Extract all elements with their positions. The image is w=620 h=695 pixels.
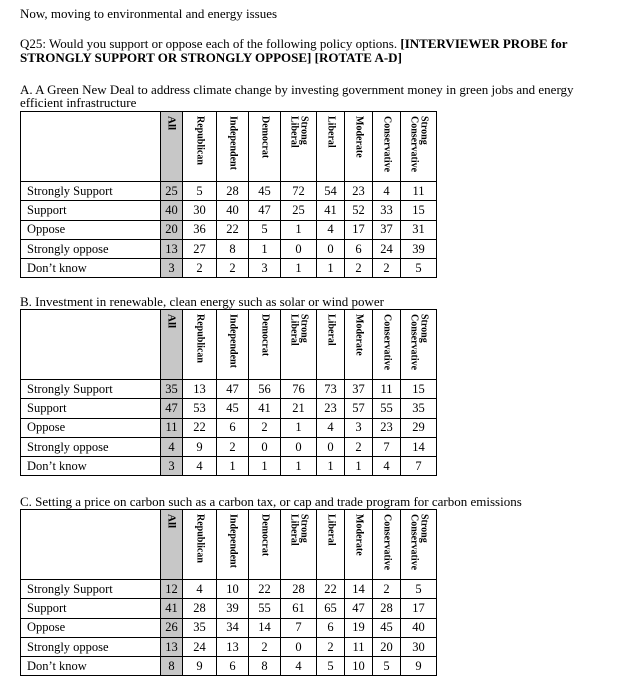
section-a-table: [20, 111, 437, 278]
column-header-independent: [217, 112, 249, 182]
cell-strong-liberal: 61: [281, 599, 317, 618]
row-label: Oppose: [21, 618, 161, 637]
column-header-all: [161, 510, 183, 580]
cell-all: 11: [161, 418, 183, 437]
cell-all: 8: [161, 657, 183, 676]
cell-strong-conservative: 11: [401, 182, 437, 201]
cell-strong-liberal: 1: [281, 220, 317, 239]
table-row-dont-know: [21, 457, 437, 476]
column-header-label: Conservative: [381, 116, 393, 173]
cell-liberal: 1: [317, 259, 345, 278]
cell-conservative: 55: [373, 399, 401, 418]
column-header-label: Moderate: [353, 116, 365, 158]
cell-democrat: 0: [249, 437, 281, 456]
cell-strong-liberal: 28: [281, 580, 317, 599]
cell-independent: 2: [217, 259, 249, 278]
column-header-independent: [217, 510, 249, 580]
cell-independent: 28: [217, 182, 249, 201]
cell-democrat: 5: [249, 220, 281, 239]
row-label: Strongly oppose: [21, 637, 161, 656]
cell-moderate: 17: [345, 220, 373, 239]
row-label: Support: [21, 599, 161, 618]
cell-liberal: 0: [317, 437, 345, 456]
column-header-label: Independent: [227, 116, 239, 170]
column-header-all: [161, 310, 183, 380]
table-row-strongly-oppose: [21, 239, 437, 258]
column-header-strong-liberal: [281, 112, 317, 182]
cell-all: 47: [161, 399, 183, 418]
row-label: Strongly Support: [21, 380, 161, 399]
column-header-label: Moderate: [353, 314, 365, 356]
column-header-label: All: [165, 116, 178, 131]
table-row-support: [21, 201, 437, 220]
cell-liberal: 0: [317, 239, 345, 258]
column-header-label: Strong Conservative: [408, 514, 430, 571]
cell-democrat: 8: [249, 657, 281, 676]
cell-strong-conservative: 31: [401, 220, 437, 239]
cell-all: 25: [161, 182, 183, 201]
column-header-republican: [183, 510, 217, 580]
cell-independent: 10: [217, 580, 249, 599]
column-header-label: Republican: [194, 514, 206, 563]
cell-conservative: 24: [373, 239, 401, 258]
cell-independent: 2: [217, 437, 249, 456]
cell-independent: 6: [217, 657, 249, 676]
cell-moderate: 52: [345, 201, 373, 220]
cell-republican: 27: [183, 239, 217, 258]
cell-republican: 13: [183, 380, 217, 399]
row-label: Don’t know: [21, 457, 161, 476]
header-corner: [21, 310, 161, 380]
cell-strong-liberal: 0: [281, 637, 317, 656]
header-row: [21, 510, 437, 580]
cell-conservative: 28: [373, 599, 401, 618]
cell-strong-liberal: 76: [281, 380, 317, 399]
cell-strong-conservative: 29: [401, 418, 437, 437]
cell-conservative: 5: [373, 657, 401, 676]
table-row-oppose: [21, 220, 437, 239]
cell-all: 26: [161, 618, 183, 637]
cell-independent: 40: [217, 201, 249, 220]
cell-democrat: 47: [249, 201, 281, 220]
cell-republican: 53: [183, 399, 217, 418]
cell-liberal: 4: [317, 418, 345, 437]
cell-democrat: 56: [249, 380, 281, 399]
cell-strong-conservative: 39: [401, 239, 437, 258]
row-label: Don’t know: [21, 259, 161, 278]
cell-moderate: 14: [345, 580, 373, 599]
cell-independent: 6: [217, 418, 249, 437]
cell-strong-conservative: 35: [401, 399, 437, 418]
cell-democrat: 41: [249, 399, 281, 418]
row-label: Strongly oppose: [21, 239, 161, 258]
cell-strong-liberal: 25: [281, 201, 317, 220]
column-header-conservative: [373, 112, 401, 182]
cell-conservative: 2: [373, 580, 401, 599]
cell-moderate: 10: [345, 657, 373, 676]
cell-republican: 9: [183, 437, 217, 456]
cell-conservative: 4: [373, 182, 401, 201]
section-b-table: [20, 309, 437, 476]
cell-moderate: 2: [345, 437, 373, 456]
cell-conservative: 11: [373, 380, 401, 399]
column-header-liberal: [317, 112, 345, 182]
cell-democrat: 3: [249, 259, 281, 278]
column-header-label: Strong Liberal: [288, 514, 310, 546]
column-header-independent: [217, 310, 249, 380]
cell-liberal: 6: [317, 618, 345, 637]
cell-moderate: 23: [345, 182, 373, 201]
cell-conservative: 23: [373, 418, 401, 437]
cell-all: 4: [161, 437, 183, 456]
cell-conservative: 33: [373, 201, 401, 220]
column-header-strong-conservative: [401, 112, 437, 182]
cell-independent: 34: [217, 618, 249, 637]
cell-independent: 45: [217, 399, 249, 418]
question-text: [20, 37, 610, 65]
cell-democrat: 1: [249, 239, 281, 258]
cell-republican: 4: [183, 580, 217, 599]
cell-moderate: 3: [345, 418, 373, 437]
cell-all: 20: [161, 220, 183, 239]
table-row-support: [21, 399, 437, 418]
column-header-democrat: [249, 310, 281, 380]
cell-liberal: 65: [317, 599, 345, 618]
column-header-label: Democrat: [259, 514, 271, 557]
column-header-label: Liberal: [325, 514, 337, 546]
column-header-label: Democrat: [259, 116, 271, 159]
cell-democrat: 2: [249, 637, 281, 656]
table-row-dont-know: [21, 657, 437, 676]
table-row-strongly-support: [21, 580, 437, 599]
cell-independent: 22: [217, 220, 249, 239]
header-corner: [21, 112, 161, 182]
table-row-support: [21, 599, 437, 618]
cell-moderate: 57: [345, 399, 373, 418]
cell-all: 3: [161, 259, 183, 278]
cell-independent: 47: [217, 380, 249, 399]
header-row: [21, 112, 437, 182]
cell-strong-conservative: 7: [401, 457, 437, 476]
cell-democrat: 45: [249, 182, 281, 201]
cell-republican: 36: [183, 220, 217, 239]
cell-strong-liberal: 0: [281, 239, 317, 258]
column-header-moderate: [345, 310, 373, 380]
column-header-republican: [183, 112, 217, 182]
column-header-liberal: [317, 310, 345, 380]
column-header-label: Strong Liberal: [288, 116, 310, 148]
cell-strong-conservative: 14: [401, 437, 437, 456]
row-label: Oppose: [21, 418, 161, 437]
cell-strong-conservative: 30: [401, 637, 437, 656]
cell-strong-liberal: 21: [281, 399, 317, 418]
cell-strong-liberal: 0: [281, 437, 317, 456]
table-row-dont-know: [21, 259, 437, 278]
cell-liberal: 41: [317, 201, 345, 220]
cell-liberal: 22: [317, 580, 345, 599]
cell-liberal: 23: [317, 399, 345, 418]
column-header-moderate: [345, 112, 373, 182]
cell-moderate: 37: [345, 380, 373, 399]
column-header-label: Conservative: [381, 514, 393, 571]
column-header-label: Republican: [194, 116, 206, 165]
cell-strong-conservative: 9: [401, 657, 437, 676]
cell-moderate: 6: [345, 239, 373, 258]
cell-strong-liberal: 1: [281, 457, 317, 476]
cell-conservative: 45: [373, 618, 401, 637]
cell-republican: 2: [183, 259, 217, 278]
column-header-republican: [183, 310, 217, 380]
cell-liberal: 73: [317, 380, 345, 399]
cell-independent: 39: [217, 599, 249, 618]
column-header-strong-conservative: [401, 510, 437, 580]
cell-moderate: 19: [345, 618, 373, 637]
cell-liberal: 1: [317, 457, 345, 476]
question-prompt: Q25: Would you support or oppose each of the following policy options.: [20, 36, 401, 51]
cell-conservative: 37: [373, 220, 401, 239]
cell-strong-conservative: 5: [401, 580, 437, 599]
cell-republican: 5: [183, 182, 217, 201]
column-header-label: All: [165, 314, 178, 329]
section-c-title: C. Setting a price on carbon such as a carbon tax, or cap and trade program for carbon emissions: [20, 494, 522, 509]
cell-liberal: 54: [317, 182, 345, 201]
cell-conservative: 4: [373, 457, 401, 476]
cell-democrat: 14: [249, 618, 281, 637]
cell-strong-liberal: 1: [281, 418, 317, 437]
cell-conservative: 20: [373, 637, 401, 656]
cell-independent: 1: [217, 457, 249, 476]
column-header-label: Independent: [227, 314, 239, 368]
table-row-strongly-oppose: [21, 437, 437, 456]
cell-conservative: 2: [373, 259, 401, 278]
column-header-strong-liberal: [281, 510, 317, 580]
column-header-label: Conservative: [381, 314, 393, 371]
cell-democrat: 1: [249, 457, 281, 476]
table-row-strongly-oppose: [21, 637, 437, 656]
cell-moderate: 11: [345, 637, 373, 656]
cell-strong-conservative: 17: [401, 599, 437, 618]
section-a-title: A. A Green New Deal to address climate change by investing government money in green jobs and energy efficient infrastructure: [20, 82, 574, 110]
cell-all: 13: [161, 239, 183, 258]
cell-strong-conservative: 5: [401, 259, 437, 278]
section-b-title: B. Investment in renewable, clean energy such as solar or wind power: [20, 294, 385, 309]
cell-republican: 30: [183, 201, 217, 220]
column-header-conservative: [373, 310, 401, 380]
cell-conservative: 7: [373, 437, 401, 456]
column-header-label: All: [165, 514, 178, 529]
cell-democrat: 2: [249, 418, 281, 437]
column-header-label: Strong Conservative: [408, 314, 430, 371]
column-header-label: Liberal: [325, 314, 337, 346]
cell-all: 12: [161, 580, 183, 599]
cell-republican: 9: [183, 657, 217, 676]
cell-strong-conservative: 15: [401, 380, 437, 399]
table-row-strongly-support: [21, 182, 437, 201]
column-header-label: Independent: [227, 514, 239, 568]
cell-republican: 35: [183, 618, 217, 637]
cell-republican: 4: [183, 457, 217, 476]
cell-all: 40: [161, 201, 183, 220]
cell-liberal: 5: [317, 657, 345, 676]
column-header-liberal: [317, 510, 345, 580]
intro-text: Now, moving to environmental and energy issues: [20, 6, 278, 21]
cell-strong-liberal: 7: [281, 618, 317, 637]
row-label: Strongly oppose: [21, 437, 161, 456]
cell-all: 41: [161, 599, 183, 618]
column-header-conservative: [373, 510, 401, 580]
column-header-label: Strong Liberal: [288, 314, 310, 346]
cell-strong-liberal: 4: [281, 657, 317, 676]
column-header-democrat: [249, 112, 281, 182]
cell-all: 35: [161, 380, 183, 399]
header-corner: [21, 510, 161, 580]
column-header-label: Moderate: [353, 514, 365, 556]
cell-independent: 13: [217, 637, 249, 656]
column-header-all: [161, 112, 183, 182]
column-header-democrat: [249, 510, 281, 580]
cell-strong-liberal: 72: [281, 182, 317, 201]
interviewer-instructions: [INTERVIEWER PROBE for STRONGLY SUPPORT OR STRONGLY OPPOSE] [ROTATE A-D]: [20, 36, 568, 65]
cell-democrat: 55: [249, 599, 281, 618]
column-header-strong-liberal: [281, 310, 317, 380]
column-header-label: Republican: [194, 314, 206, 363]
table-row-oppose: [21, 618, 437, 637]
row-label: Support: [21, 201, 161, 220]
cell-strong-liberal: 1: [281, 259, 317, 278]
section-c-table: [20, 509, 437, 676]
column-header-label: Strong Conservative: [408, 116, 430, 173]
cell-moderate: 2: [345, 259, 373, 278]
cell-liberal: 2: [317, 637, 345, 656]
row-label: Oppose: [21, 220, 161, 239]
column-header-label: Liberal: [325, 116, 337, 148]
cell-strong-conservative: 15: [401, 201, 437, 220]
cell-liberal: 4: [317, 220, 345, 239]
row-label: Strongly Support: [21, 580, 161, 599]
cell-republican: 24: [183, 637, 217, 656]
row-label: Strongly Support: [21, 182, 161, 201]
cell-democrat: 22: [249, 580, 281, 599]
cell-all: 3: [161, 457, 183, 476]
cell-republican: 22: [183, 418, 217, 437]
column-header-label: Democrat: [259, 314, 271, 357]
cell-republican: 28: [183, 599, 217, 618]
header-row: [21, 310, 437, 380]
cell-moderate: 47: [345, 599, 373, 618]
column-header-strong-conservative: [401, 310, 437, 380]
table-row-strongly-support: [21, 380, 437, 399]
table-row-oppose: [21, 418, 437, 437]
cell-moderate: 1: [345, 457, 373, 476]
column-header-moderate: [345, 510, 373, 580]
cell-strong-conservative: 40: [401, 618, 437, 637]
cell-all: 13: [161, 637, 183, 656]
row-label: Don’t know: [21, 657, 161, 676]
row-label: Support: [21, 399, 161, 418]
cell-independent: 8: [217, 239, 249, 258]
